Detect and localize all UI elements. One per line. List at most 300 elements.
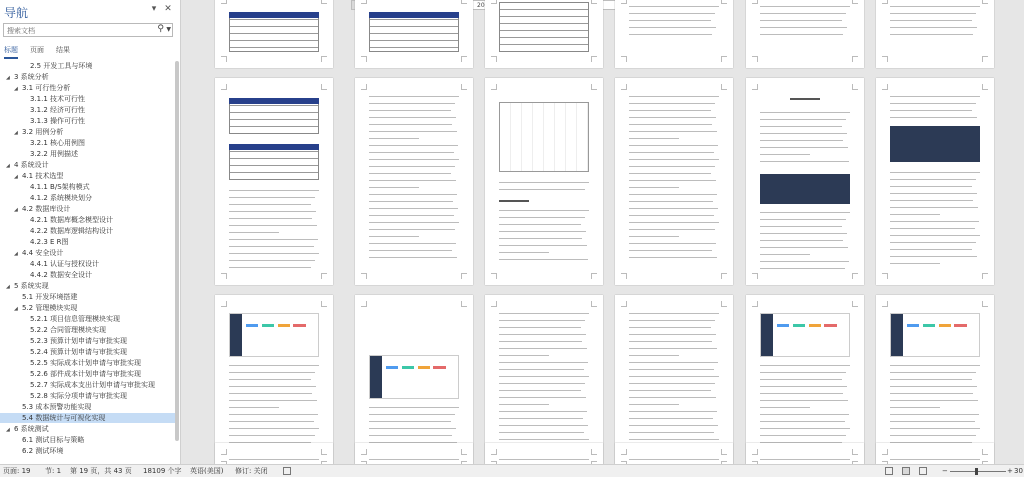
text-line	[499, 259, 588, 260]
nav-heading-item[interactable]	[0, 226, 176, 236]
page-thumbnail	[485, 0, 603, 68]
section-heading	[499, 200, 529, 202]
crop-mark	[461, 301, 467, 307]
text-line	[760, 226, 842, 227]
text-line	[629, 131, 717, 132]
collapse-arrow-icon[interactable]: ◢	[6, 427, 10, 433]
text-line	[499, 439, 589, 440]
text-line	[369, 180, 456, 181]
table-header	[369, 12, 459, 18]
ui-screenshot	[760, 313, 850, 357]
nav-heading-item[interactable]	[0, 182, 176, 192]
text-line	[890, 393, 973, 394]
status-page-count[interactable]: 第 19 页，共 43 页	[70, 467, 132, 475]
nav-heading-label: 6.1 测试目标与策略	[22, 436, 85, 444]
text-line	[499, 390, 581, 391]
screenshot-sidebar	[891, 314, 903, 356]
text-line	[369, 435, 452, 436]
crop-mark	[752, 449, 758, 455]
crop-mark	[461, 449, 467, 455]
text-line	[890, 110, 972, 111]
screenshot-sidebar	[230, 314, 242, 356]
crop-mark	[982, 273, 988, 279]
page-thumbnail	[215, 295, 333, 464]
text-line	[499, 320, 585, 321]
nav-heading-item[interactable]	[0, 237, 176, 247]
nav-heading-item[interactable]	[0, 402, 176, 412]
nav-heading-item[interactable]	[0, 215, 176, 225]
crop-mark	[221, 0, 227, 4]
screenshot-card	[246, 324, 258, 327]
zoom-slider[interactable]	[950, 471, 1006, 472]
zoom-in-icon[interactable]: +	[1007, 467, 1013, 475]
table-figure	[499, 2, 589, 52]
text-line	[499, 404, 549, 405]
text-line	[760, 400, 848, 401]
nav-heading-label: 3.1 可行性分析	[22, 84, 71, 92]
tab-pages[interactable]: 页面	[30, 46, 44, 54]
nav-heading-item[interactable]	[0, 248, 176, 258]
text-line	[499, 224, 581, 225]
table-figure	[229, 12, 319, 52]
text-line	[890, 228, 975, 229]
nav-heading-item[interactable]	[0, 424, 176, 434]
nav-heading-label: 6.2 测试环境	[22, 447, 64, 455]
collapse-arrow-icon[interactable]: ◢	[6, 75, 10, 81]
text-line	[760, 393, 843, 394]
nav-heading-item[interactable]	[0, 127, 176, 137]
crop-mark	[491, 273, 497, 279]
nav-heading-item[interactable]	[0, 358, 176, 368]
nav-scrollbar[interactable]	[175, 61, 179, 441]
document-area[interactable]	[181, 0, 1024, 464]
nav-heading-label: 5.2.6 部件成本计划申请与审批实现	[30, 370, 142, 378]
text-line	[499, 334, 586, 335]
crop-mark	[491, 449, 497, 455]
text-line	[629, 369, 714, 370]
text-line	[629, 173, 711, 174]
text-line	[369, 159, 459, 160]
collapse-arrow-icon[interactable]: ◢	[14, 207, 18, 213]
text-line	[369, 236, 419, 237]
status-word-count[interactable]: 18109 个字	[143, 467, 182, 475]
tab-headings[interactable]: 标题	[4, 45, 18, 59]
text-line	[499, 362, 588, 363]
status-page[interactable]: 页面: 19	[3, 467, 31, 475]
text-line	[760, 379, 842, 380]
table-header	[229, 98, 319, 104]
text-line	[229, 372, 315, 373]
text-line	[229, 435, 315, 436]
text-line	[629, 348, 717, 349]
text-line	[369, 229, 455, 230]
page-thumbnail	[355, 443, 473, 464]
screenshot-card	[923, 324, 935, 327]
nav-heading-label: 5.2.8 实际分项申请与审批实现	[30, 392, 128, 400]
web-layout-icon[interactable]	[919, 467, 927, 475]
text-line	[229, 400, 317, 401]
crop-mark	[221, 84, 227, 90]
screenshot-card	[777, 324, 789, 327]
text-line	[890, 407, 940, 408]
text-line	[499, 459, 589, 460]
crop-mark	[461, 56, 467, 62]
text-line	[890, 249, 972, 250]
nav-heading-item[interactable]	[0, 391, 176, 401]
text-line	[229, 204, 311, 205]
nav-heading-label: 5.2.2 合同管理模块实现	[30, 326, 107, 334]
crop-mark	[721, 84, 727, 90]
collapse-arrow-icon[interactable]: ◢	[6, 284, 10, 290]
text-line	[760, 459, 850, 460]
text-line	[760, 27, 847, 28]
nav-heading-item[interactable]	[0, 292, 176, 302]
text-line	[629, 13, 715, 14]
crop-mark	[982, 0, 988, 4]
text-line	[629, 376, 719, 377]
screenshot-card	[293, 324, 305, 327]
text-line	[369, 421, 451, 422]
nav-heading-item[interactable]	[0, 380, 176, 390]
nav-heading-item[interactable]	[0, 72, 176, 82]
nav-heading-item[interactable]	[0, 336, 176, 346]
text-line	[760, 233, 847, 234]
navigation-pane	[0, 0, 181, 464]
text-line	[229, 232, 279, 233]
crop-mark	[491, 0, 497, 4]
nav-heading-item[interactable]	[0, 105, 176, 115]
nav-heading-label: 4.1.1 B/S架构模式	[30, 183, 90, 191]
text-line	[890, 6, 980, 7]
text-line	[499, 189, 585, 190]
nav-heading-label: 5.2 管理模块实现	[22, 304, 78, 312]
crop-mark	[591, 449, 597, 455]
text-line	[369, 250, 452, 251]
ui-screenshot	[229, 313, 319, 357]
text-line	[760, 414, 849, 415]
text-line	[629, 397, 716, 398]
nav-heading-label: 5.2.5 实际成本计划申请与审批实现	[30, 359, 142, 367]
text-line	[229, 211, 316, 212]
text-line	[890, 179, 976, 180]
text-line	[890, 200, 973, 201]
nav-heading-item[interactable]	[0, 314, 176, 324]
text-line	[499, 411, 587, 412]
crop-mark	[361, 0, 367, 4]
page-thumbnail	[355, 78, 473, 285]
text-line	[629, 383, 715, 384]
nav-heading-label: 4.2.2 数据库逻辑结构设计	[30, 227, 114, 235]
text-line	[369, 110, 451, 111]
nav-heading-item[interactable]	[0, 259, 176, 269]
text-line	[760, 254, 810, 255]
crop-mark	[361, 84, 367, 90]
collapse-arrow-icon[interactable]: ◢	[14, 174, 18, 180]
crop-mark	[752, 273, 758, 279]
crop-mark	[491, 301, 497, 307]
collapse-arrow-icon[interactable]: ◢	[14, 251, 18, 257]
nav-heading-item[interactable]	[0, 204, 176, 214]
text-line	[499, 182, 589, 183]
page-thumbnail	[485, 78, 603, 285]
page-thumbnail	[746, 0, 864, 68]
nav-heading-item[interactable]	[0, 446, 176, 456]
crop-mark	[752, 84, 758, 90]
crop-mark	[852, 273, 858, 279]
text-line	[499, 383, 585, 384]
nav-heading-item[interactable]	[0, 281, 176, 291]
page-thumbnail	[355, 295, 473, 464]
text-line	[229, 421, 314, 422]
close-icon[interactable]: ✕	[164, 4, 172, 14]
text-line	[890, 372, 976, 373]
page-thumbnail	[355, 0, 473, 68]
text-line	[890, 421, 975, 422]
crop-mark	[621, 84, 627, 90]
nav-heading-label: 4 系统设计	[14, 161, 49, 169]
collapse-arrow-icon[interactable]: ◢	[14, 306, 18, 312]
nav-heading-item[interactable]	[0, 303, 176, 313]
text-line	[499, 348, 587, 349]
text-line	[629, 432, 714, 433]
text-line	[499, 238, 582, 239]
text-line	[890, 400, 978, 401]
text-line	[760, 219, 846, 220]
text-line	[629, 341, 712, 342]
text-line	[229, 190, 319, 191]
text-line	[629, 138, 679, 139]
crop-mark	[461, 84, 467, 90]
text-line	[760, 428, 850, 429]
crop-mark	[721, 301, 727, 307]
nav-heading-item[interactable]	[0, 160, 176, 170]
nav-heading-item[interactable]	[0, 193, 176, 203]
macro-icon[interactable]	[283, 467, 291, 475]
text-line	[760, 154, 810, 155]
text-line	[760, 133, 847, 134]
crop-mark	[491, 84, 497, 90]
crop-mark	[852, 449, 858, 455]
zoom-slider-thumb[interactable]	[975, 468, 978, 475]
status-language[interactable]: 英语(美国)	[190, 467, 224, 475]
screenshot-card	[433, 366, 445, 369]
text-line	[629, 27, 716, 28]
text-line	[499, 397, 586, 398]
read-mode-icon[interactable]	[885, 467, 893, 475]
text-line	[890, 186, 972, 187]
screenshot-card	[262, 324, 274, 327]
nav-heading-item[interactable]	[0, 61, 176, 71]
crop-mark	[882, 273, 888, 279]
nav-heading-item[interactable]	[0, 347, 176, 357]
text-line	[499, 210, 589, 211]
nav-heading-label: 3.1.2 经济可行性	[30, 106, 86, 114]
search-icon[interactable]: ⚲	[157, 24, 164, 34]
nav-heading-label: 4.4.1 认证与授权设计	[30, 260, 100, 268]
text-line	[760, 212, 850, 213]
zoom-level[interactable]: 30	[1014, 467, 1023, 475]
collapse-arrow-icon[interactable]: ◢	[14, 86, 18, 92]
crop-mark	[591, 301, 597, 307]
crop-mark	[982, 84, 988, 90]
crop-mark	[852, 84, 858, 90]
nav-title: 导航	[4, 6, 29, 20]
nav-heading-item[interactable]	[0, 94, 176, 104]
nav-heading-item[interactable]	[0, 116, 176, 126]
text-line	[369, 166, 455, 167]
text-line	[369, 194, 457, 195]
screenshot-card	[939, 324, 951, 327]
nav-heading-item[interactable]	[0, 138, 176, 148]
text-line	[629, 96, 719, 97]
nav-heading-label: 4.2.3 E R图	[30, 238, 69, 246]
crop-mark	[461, 0, 467, 4]
nav-heading-item[interactable]	[0, 413, 176, 423]
text-line	[629, 243, 716, 244]
text-line	[629, 411, 717, 412]
er-diagram	[499, 102, 589, 172]
nav-heading-label: 5.1 开发环境搭建	[22, 293, 78, 301]
nav-heading-item[interactable]	[0, 270, 176, 280]
text-line	[229, 239, 318, 240]
crop-mark	[882, 301, 888, 307]
chevron-down-icon[interactable]: ▼	[166, 26, 171, 33]
text-line	[760, 365, 850, 366]
page-thumbnail	[615, 295, 733, 464]
nav-heading-label: 4.2 数据库设计	[22, 205, 71, 213]
screenshot-sidebar	[370, 356, 382, 398]
crop-mark	[621, 449, 627, 455]
search-input[interactable]	[3, 23, 173, 37]
page-thumbnail	[615, 443, 733, 464]
screenshot-sidebar	[761, 314, 773, 356]
text-line	[760, 407, 810, 408]
table-figure	[369, 12, 459, 52]
text-line	[499, 369, 584, 370]
text-line	[369, 215, 454, 216]
text-line	[629, 20, 711, 21]
text-line	[890, 34, 973, 35]
page-thumbnail	[215, 0, 333, 68]
crop-mark	[221, 301, 227, 307]
page-thumbnail	[876, 78, 994, 285]
collapse-arrow-icon[interactable]: ◢	[6, 163, 10, 169]
text-line	[499, 418, 583, 419]
text-line	[890, 256, 977, 257]
text-line	[890, 263, 940, 264]
text-line	[760, 147, 848, 148]
text-line	[890, 207, 978, 208]
nav-heading-item[interactable]	[0, 435, 176, 445]
screenshot-card	[809, 324, 821, 327]
crop-mark	[752, 56, 758, 62]
text-line	[499, 252, 549, 253]
crop-mark	[621, 301, 627, 307]
text-line	[629, 362, 718, 363]
crop-mark	[591, 56, 597, 62]
text-line	[629, 236, 679, 237]
architecture-figure	[760, 174, 850, 204]
text-line	[890, 172, 980, 173]
text-line	[629, 103, 715, 104]
text-line	[499, 425, 588, 426]
text-line	[499, 245, 587, 246]
text-line	[760, 421, 845, 422]
text-line	[629, 201, 713, 202]
text-line	[760, 140, 843, 141]
page-thumbnail	[485, 295, 603, 464]
text-line	[629, 425, 718, 426]
pin-icon[interactable]: ▾	[151, 4, 157, 14]
page-thumbnail	[746, 295, 864, 464]
text-line	[369, 173, 451, 174]
text-line	[629, 145, 718, 146]
nav-heading-label: 3.1.3 操作可行性	[30, 117, 86, 125]
nav-heading-label: 3.2.1 核心用例图	[30, 139, 86, 147]
text-line	[890, 242, 976, 243]
crop-mark	[221, 56, 227, 62]
text-line	[760, 240, 843, 241]
crop-mark	[321, 301, 327, 307]
text-line	[369, 145, 458, 146]
nav-heading-label: 5.4 数据统计与可视化实现	[22, 414, 106, 422]
text-line	[369, 96, 459, 97]
crop-mark	[721, 56, 727, 62]
text-line	[369, 208, 458, 209]
nav-heading-label: 5.3 成本预警功能实现	[22, 403, 92, 411]
search-placeholder: 搜索文档	[7, 27, 35, 35]
crop-mark	[852, 56, 858, 62]
nav-heading-item[interactable]	[0, 149, 176, 159]
heading-tree	[0, 61, 180, 464]
crop-mark	[591, 0, 597, 4]
crop-mark	[461, 273, 467, 279]
page-thumbnail	[876, 0, 994, 68]
text-line	[890, 365, 980, 366]
text-line	[890, 193, 977, 194]
nav-heading-item[interactable]	[0, 325, 176, 335]
text-line	[629, 418, 713, 419]
nav-heading-item[interactable]	[0, 369, 176, 379]
text-line	[629, 208, 718, 209]
text-line	[629, 327, 711, 328]
crop-mark	[882, 84, 888, 90]
text-line	[890, 379, 972, 380]
status-track-changes[interactable]: 修订: 关闭	[235, 467, 268, 475]
text-line	[229, 407, 279, 408]
text-line	[499, 376, 589, 377]
text-line	[369, 222, 459, 223]
nav-heading-item[interactable]	[0, 83, 176, 93]
screenshot-card	[418, 366, 430, 369]
screenshot-card	[907, 324, 919, 327]
collapse-arrow-icon[interactable]: ◢	[14, 130, 18, 136]
text-line	[629, 355, 679, 356]
tab-results[interactable]: 结果	[56, 46, 70, 54]
nav-heading-item[interactable]	[0, 171, 176, 181]
page-thumbnail	[615, 78, 733, 285]
zoom-out-icon[interactable]: −	[942, 467, 948, 475]
status-section[interactable]: 节: 1	[45, 467, 62, 475]
crop-mark	[721, 449, 727, 455]
text-line	[229, 225, 317, 226]
crop-mark	[982, 56, 988, 62]
crop-mark	[621, 56, 627, 62]
text-line	[629, 250, 712, 251]
nav-heading-label: 4.1.2 系统模块划分	[30, 194, 93, 202]
text-line	[229, 386, 316, 387]
print-layout-icon[interactable]	[902, 467, 910, 475]
